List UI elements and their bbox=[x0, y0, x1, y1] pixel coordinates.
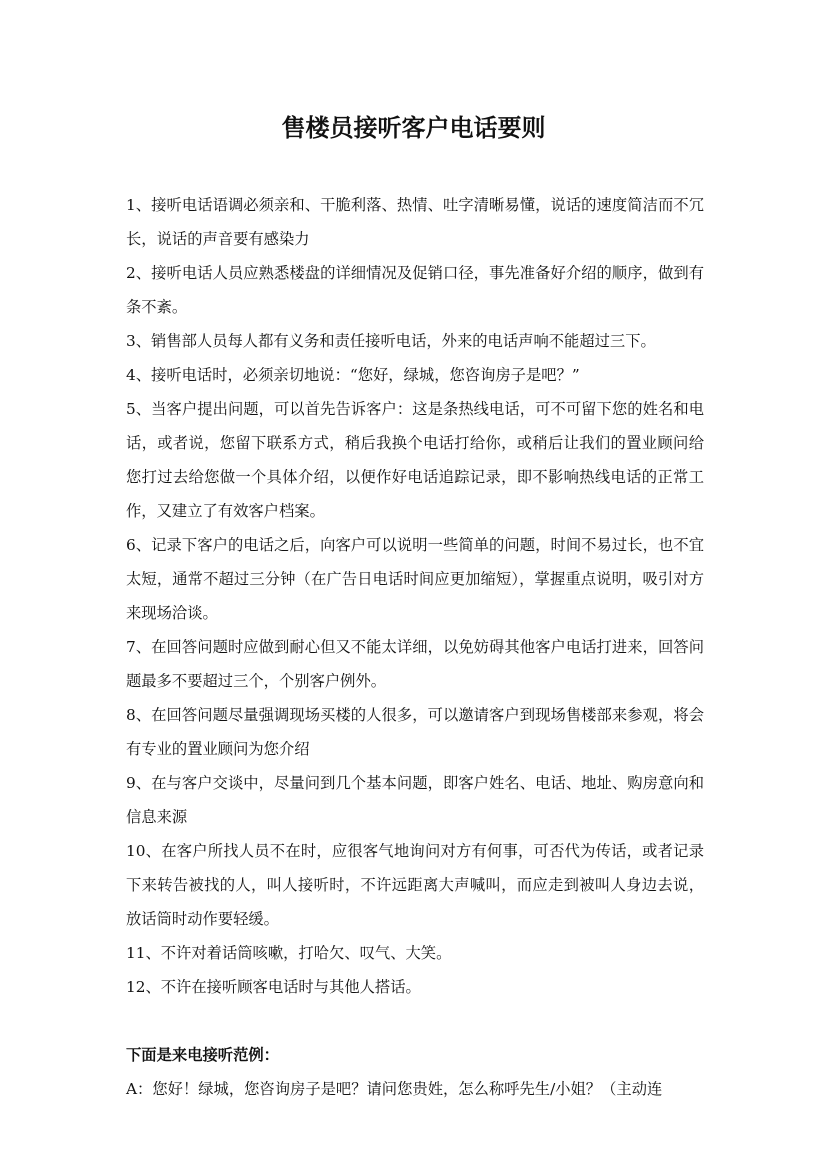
rule-4: 4、接听电话时，必须亲切地说：“您好，绿城，您咨询房子是吧？” bbox=[126, 366, 580, 384]
rule-10: 10、在客户所找人员不在时，应很客气地询问对方有何事，可否代为传话，或者记录下来转告被找的人，叫人接听时，不许远距离大声喊叫，而应走到被叫人身边去说，放话筒时动作要轻缓。 bbox=[126, 842, 704, 928]
rule-11: 11、不许对着话筒咳嗽，打哈欠、叹气、大笑。 bbox=[126, 944, 452, 962]
rule-6: 6、记录下客户的电话之后，向客户可以说明一些简单的问题，时间不易过长，也不宜太短，通常不超过三分钟（在广告日电话时间应更加缩短），掌握重点说明，吸引对方来现场洽谈。 bbox=[126, 536, 704, 622]
rule-7: 7、在回答问题时应做到耐心但又不能太详细，以免妨碍其他客户电话打进来，回答问题最多不要超过三个，个别客户例外。 bbox=[126, 638, 704, 690]
rule-3: 3、销售部人员每人都有义务和责任接听电话，外来的电话声响不能超过三下。 bbox=[126, 332, 656, 350]
example-line-a: A：您好！绿城，您咨询房子是吧？请问您贵姓，怎么称呼先生/小姐？（主动连 bbox=[126, 1080, 663, 1098]
document-title: 售楼员接听客户电话要则 bbox=[281, 114, 546, 142]
rule-1: 1、接听电话语调必须亲和、干脆利落、热情、吐字清晰易懂，说话的速度简洁而不冗长，说话的声音要有感染力 bbox=[126, 196, 704, 248]
example-heading: 下面是来电接听范例： bbox=[126, 1046, 279, 1064]
rule-5: 5、当客户提出问题，可以首先告诉客户：这是条热线电话，可不可留下您的姓名和电话，或者说，您留下联系方式，稍后我换个电话打给你，或稍后让我们的置业顾问给您打过去给您做一个具体介绍，以便作好电话追踪记录，即不影响热线电话的正常工作，又建立了有效客户档案。 bbox=[126, 400, 704, 520]
rule-2: 2、接听电话人员应熟悉楼盘的详细情况及促销口径，事先准备好介绍的顺序，做到有条不紊。 bbox=[126, 264, 704, 316]
rule-9: 9、在与客户交谈中，尽量问到几个基本问题，即客户姓名、电话、地址、购房意向和信息来源 bbox=[126, 774, 704, 826]
document-body bbox=[126, 188, 704, 1106]
rule-12: 12、不许在接听顾客电话时与其他人搭话。 bbox=[126, 978, 421, 996]
rule-8: 8、在回答问题尽量强调现场买楼的人很多，可以邀请客户到现场售楼部来参观，将会有专业的置业顾问为您介绍 bbox=[126, 706, 704, 758]
section-spacer bbox=[126, 1004, 704, 1038]
